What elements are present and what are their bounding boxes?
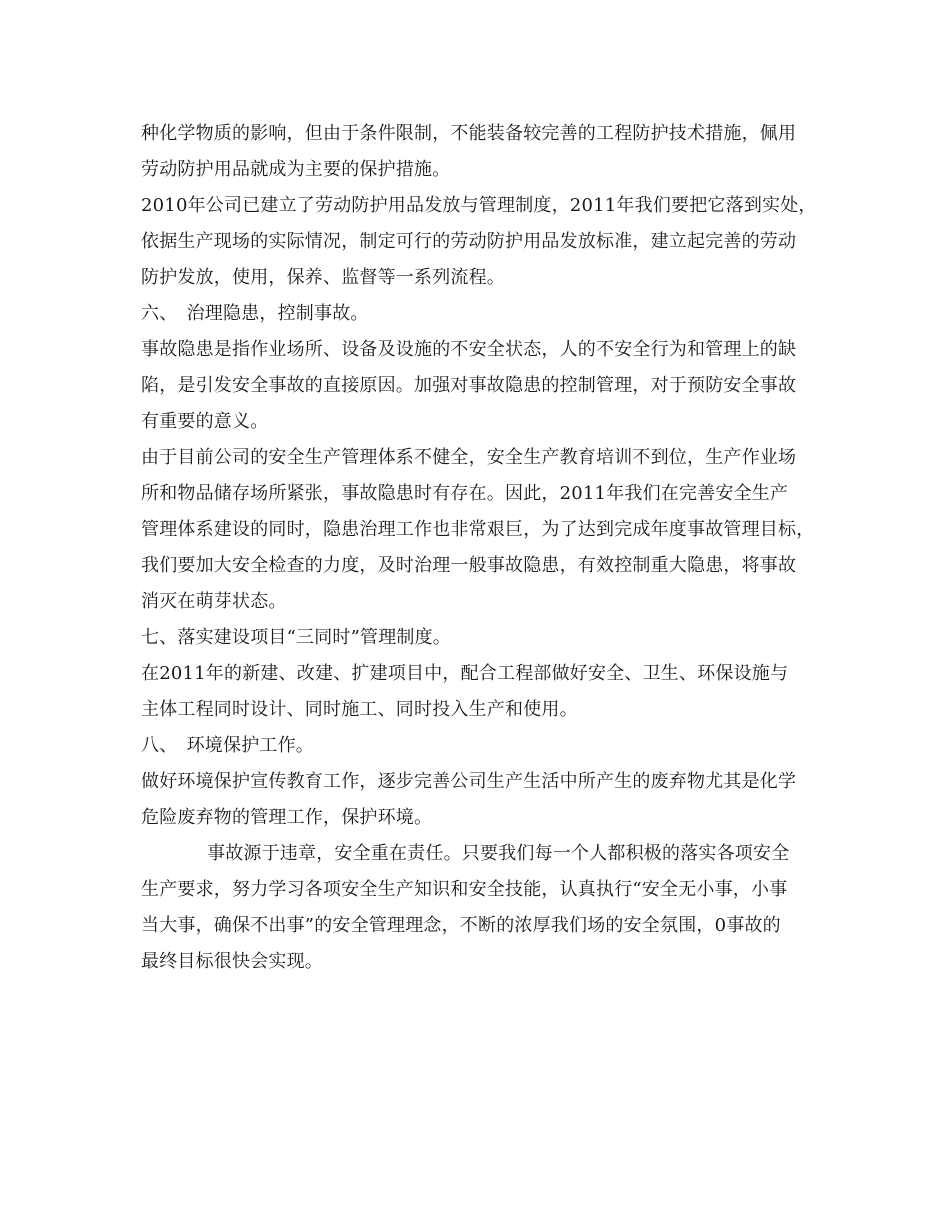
text-line: 生产要求，努力学习各项安全生产知识和安全技能，认真执行“安全无小事，小事 bbox=[141, 879, 788, 900]
text-line: 事故隐患是指作业场所、设备及设施的不安全状态，人的不安全行为和管理上的缺 bbox=[141, 339, 797, 360]
text-line: 危险废弃物的管理工作，保护环境。 bbox=[141, 807, 433, 828]
text-line: 当大事，确保不出事”的安全管理理念，不断的浓厚我们场的安全氛围，0事故的 bbox=[141, 915, 781, 936]
text-line: 在2011年的新建、改建、扩建项目中，配合工程部做好安全、卫生、环保设施与 bbox=[141, 663, 789, 684]
text-line: 六、 治理隐患，控制事故。 bbox=[141, 303, 369, 324]
text-line: 陷，是引发安全事故的直接原因。加强对事故隐患的控制管理，对于预防安全事故 bbox=[141, 375, 797, 396]
text-line: 做好环境保护宣传教育工作，逐步完善公司生产生活中所产生的废弃物尤其是化学 bbox=[141, 771, 797, 792]
text-line: 所和物品储存场所紧张，事故隐患时有存在。因此，2011年我们在完善安全生产 bbox=[141, 483, 789, 504]
text-line: 消灭在萌芽状态。 bbox=[141, 591, 287, 612]
text-line: 管理体系建设的同时，隐患治理工作也非常艰巨，为了达到完成年度事故管理目标， bbox=[141, 519, 815, 540]
text-line: 2010年公司已建立了劳动防护用品发放与管理制度，2011年我们要把它落到实处， bbox=[141, 195, 817, 216]
text-line: 最终目标很快会实现。 bbox=[141, 951, 323, 972]
text-line: 有重要的意义。 bbox=[141, 411, 269, 432]
document-body bbox=[141, 116, 831, 980]
text-line: 由于目前公司的安全生产管理体系不健全，安全生产教育培训不到位，生产作业场 bbox=[141, 447, 797, 468]
text-line: 防护发放，使用，保养、监督等一系列流程。 bbox=[141, 267, 505, 288]
text-line: 事故源于违章，安全重在责任。只要我们每一个人都积极的落实各项安全 bbox=[207, 843, 790, 864]
text-line: 七、落实建设项目“三同时”管理制度。 bbox=[141, 627, 452, 648]
text-line: 依据生产现场的实际情况，制定可行的劳动防护用品发放标准，建立起完善的劳动 bbox=[141, 231, 797, 252]
text-line: 种化学物质的影响，但由于条件限制，不能装备较完善的工程防护技术措施，佩用 bbox=[141, 123, 797, 144]
text-line: 劳动防护用品就成为主要的保护措施。 bbox=[141, 159, 451, 180]
text-line: 主体工程同时设计、同时施工、同时投入生产和使用。 bbox=[141, 699, 578, 720]
text-line: 八、 环境保护工作。 bbox=[141, 735, 314, 756]
text-line: 我们要加大安全检查的力度，及时治理一般事故隐患，有效控制重大隐患，将事故 bbox=[141, 555, 797, 576]
